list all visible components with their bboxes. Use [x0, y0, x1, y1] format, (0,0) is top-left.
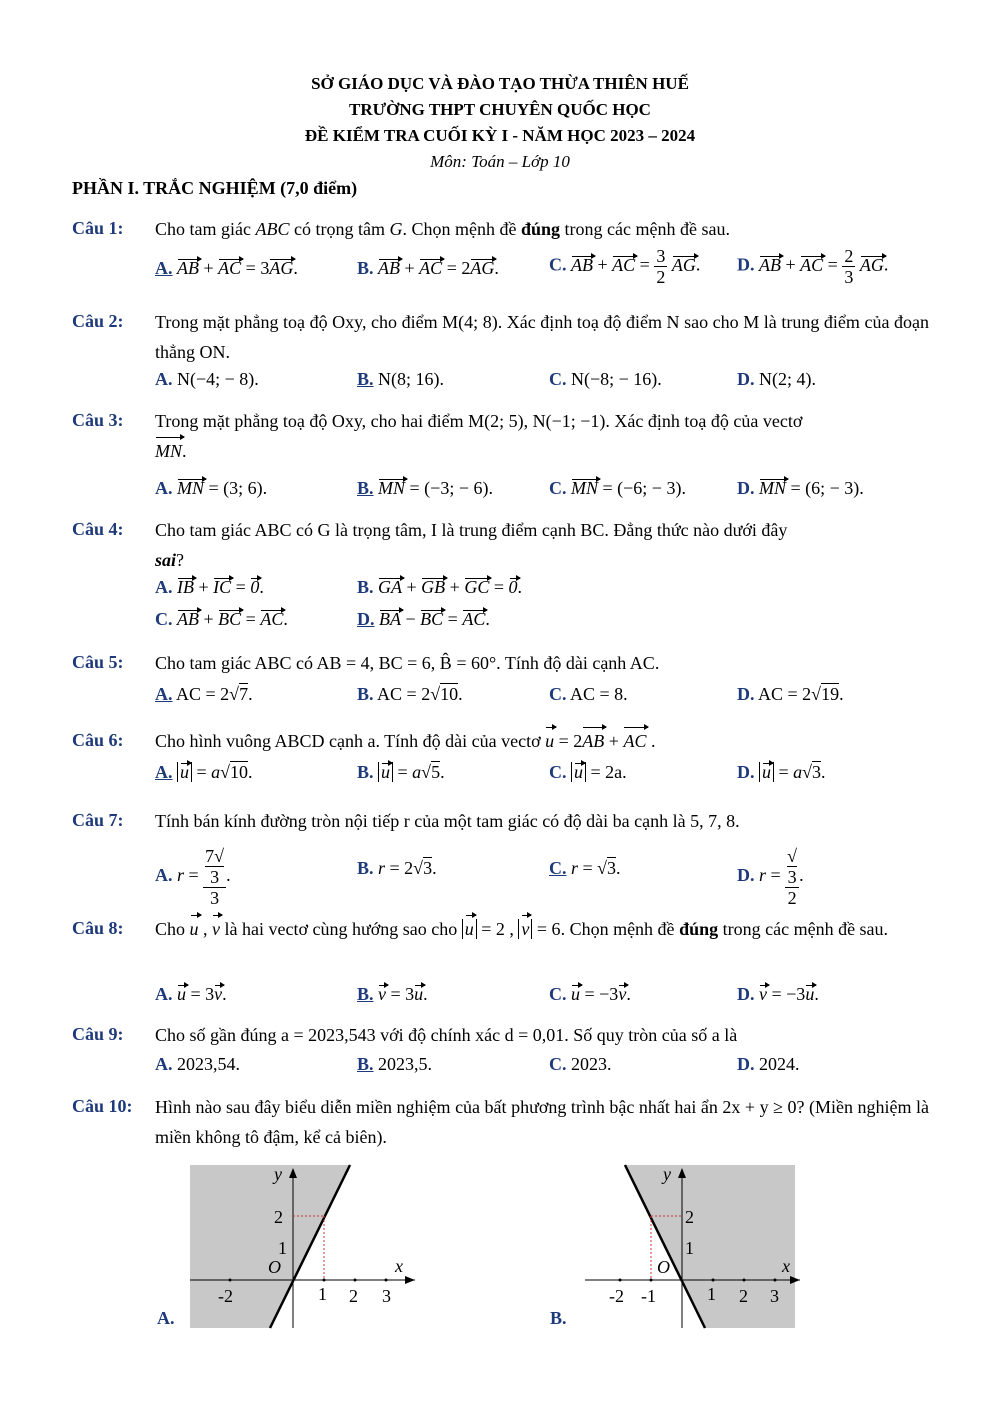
option-a[interactable]: A. MN = (3; 6). — [155, 478, 268, 498]
option-b[interactable]: B. v = 3u. — [357, 984, 428, 1004]
option-a[interactable]: A. AB + AC = 3AG. — [155, 258, 298, 278]
y-tick-label: 2 — [685, 1207, 694, 1227]
option-c[interactable]: C. u = 2a. — [549, 762, 627, 782]
option-b[interactable]: B. N(8; 16). — [357, 369, 445, 389]
question-label: Câu 2: — [72, 311, 124, 331]
question-text: Trong mặt phẳng toạ độ Oxy, cho hai điểm M(2; 5), N(−1; −1). Xác định toạ độ của vectơ MN. — [155, 406, 929, 466]
option-a[interactable]: A. u = 3v. — [155, 984, 227, 1004]
option-d[interactable]: D. BA − BC = AC. — [357, 609, 490, 629]
x-tick-label: 3 — [770, 1286, 779, 1306]
question-text: Trong mặt phẳng toạ độ Oxy, cho điểm M(4; 8). Xác định toạ độ điểm N sao cho M là trung điểm của đoạn thẳng ON. — [155, 312, 929, 362]
x-tick-label: 3 — [382, 1286, 391, 1306]
x-tick-label: -2 — [609, 1286, 624, 1306]
y-axis-label: y — [274, 1164, 282, 1184]
option-b[interactable]: B. AC = 2√10. — [357, 684, 463, 704]
option-c[interactable]: C. N(−8; − 16). — [549, 369, 662, 389]
option-d[interactable]: D. 2024. — [737, 1054, 800, 1074]
y-tick-label: 1 — [685, 1238, 694, 1258]
graph-a-letter: A. — [157, 1308, 175, 1328]
x-tick-label: 1 — [318, 1284, 327, 1304]
graph-b-letter: B. — [550, 1308, 567, 1328]
option-d[interactable]: D. u = a√3. — [737, 762, 826, 782]
option-a[interactable]: A. N(−4; − 8). — [155, 369, 259, 389]
option-b[interactable]: B. AB + AC = 2AG. — [357, 258, 499, 278]
option-c[interactable]: C. 2023. — [549, 1054, 612, 1074]
question-label: Câu 9: — [72, 1024, 124, 1044]
graph-option-b[interactable] — [585, 1160, 810, 1335]
option-d[interactable]: D. AB + AC = $\frac{2}{3}$ AG. — [737, 246, 889, 287]
option-a[interactable]: A. IB + IC = 0. — [155, 577, 264, 597]
question-text: Cho số gần đúng a = 2023,543 với độ chính xác d = 0,01. Số quy tròn của số a là — [155, 1025, 738, 1045]
option-c[interactable]: C. AC = 8. — [549, 684, 628, 704]
x-tick-label: 1 — [707, 1284, 716, 1304]
y-tick-label: 1 — [278, 1238, 287, 1258]
option-c[interactable]: C. MN = (−6; − 3). — [549, 478, 686, 498]
option-a[interactable]: A. 2023,54. — [155, 1054, 240, 1074]
question-text: Cho tam giác ABC có AB = 4, BC = 6, B̂ = 60°. Tính độ dài cạnh AC. — [155, 653, 660, 673]
x-tick-label: 2 — [739, 1286, 748, 1306]
option-a[interactable]: A. u = a√10. — [155, 762, 253, 782]
option-b[interactable]: B. 2023,5. — [357, 1054, 433, 1074]
question-text: Cho tam giác ABC có trọng tâm G. Chọn mệnh đề đúng trong các mệnh đề sau. — [155, 219, 730, 239]
question-label: Câu 5: — [72, 652, 124, 672]
question-text: Tính bán kính đường tròn nội tiếp r của một tam giác có độ dài ba cạnh là 5, 7, 8. — [155, 811, 740, 831]
option-c[interactable]: C. AB + AC = $\frac{3}{2}$ AG. — [549, 246, 701, 287]
y-tick-label: 2 — [274, 1207, 283, 1227]
option-b[interactable]: B. u = a√5. — [357, 762, 445, 782]
option-a[interactable]: A. AC = 2√7. — [155, 684, 253, 704]
option-b[interactable]: B. r = 2√3. — [357, 858, 437, 878]
question-text: Cho u , v là hai vectơ cùng hướng sao cho u = 2 , v = 6. Chọn mệnh đề đúng trong các mệnh đề sau. — [155, 914, 929, 944]
origin-label: O — [268, 1257, 281, 1277]
question-text: Hình nào sau đây biểu diễn miền nghiệm của bất phương trình bậc nhất hai ẩn 2x + y ≥ 0? (Miền nghiệm là miền không tô đậm, kể cả biên). — [155, 1097, 929, 1147]
question-label: Câu 10: — [72, 1096, 133, 1116]
y-axis-label: y — [663, 1164, 671, 1184]
question-label: Câu 8: — [72, 918, 124, 938]
header-school: TRƯỜNG THPT CHUYÊN QUỐC HỌC — [349, 100, 651, 119]
question-label: Câu 7: — [72, 810, 124, 830]
option-c[interactable]: C. u = −3v. — [549, 984, 631, 1004]
option-a[interactable]: A. r = 7√ 3 3 . — [155, 846, 231, 908]
option-d[interactable]: D. r = √ 3 2 . — [737, 846, 804, 908]
graph-option-a[interactable] — [190, 1160, 420, 1335]
option-d[interactable]: D. MN = (6; − 3). — [737, 478, 864, 498]
question-text: Cho hình vuông ABCD cạnh a. Tính độ dài của vectơ u = 2AB + AC . — [155, 726, 929, 756]
x-tick-label: -2 — [218, 1286, 233, 1306]
x-axis-label: x — [395, 1256, 403, 1276]
x-tick-label: 2 — [349, 1286, 358, 1306]
part-title: PHẦN I. TRẮC NGHIỆM (7,0 điểm) — [72, 178, 358, 198]
header-exam-title: ĐỀ KIỂM TRA CUỐI KỲ I - NĂM HỌC 2023 – 2024 — [304, 126, 696, 145]
option-b[interactable]: B. MN = (−3; − 6). — [357, 478, 493, 498]
x-tick-label: -1 — [641, 1286, 656, 1306]
option-c[interactable]: C. r = √3. — [549, 858, 621, 878]
option-d[interactable]: D. v = −3u. — [737, 984, 819, 1004]
question-label: Câu 4: — [72, 519, 124, 539]
question-label: Câu 6: — [72, 730, 124, 750]
option-c[interactable]: C. AB + BC = AC. — [155, 609, 288, 629]
option-b[interactable]: B. GA + GB + GC = 0. — [357, 577, 522, 597]
header-department: SỞ GIÁO DỤC VÀ ĐÀO TẠO THỪA THIÊN HUẾ — [311, 74, 689, 93]
question-label: Câu 3: — [72, 410, 124, 430]
header-subject: Môn: Toán – Lớp 10 — [430, 152, 570, 171]
option-d[interactable]: D. AC = 2√19. — [737, 684, 844, 704]
option-d[interactable]: D. N(2; 4). — [737, 369, 816, 389]
question-text: Cho tam giác ABC có G là trọng tâm, I là trung điểm cạnh BC. Đẳng thức nào dưới đây sai? — [155, 520, 788, 570]
origin-label: O — [657, 1257, 670, 1277]
question-label: Câu 1: — [72, 218, 124, 238]
x-axis-label: x — [782, 1256, 790, 1276]
